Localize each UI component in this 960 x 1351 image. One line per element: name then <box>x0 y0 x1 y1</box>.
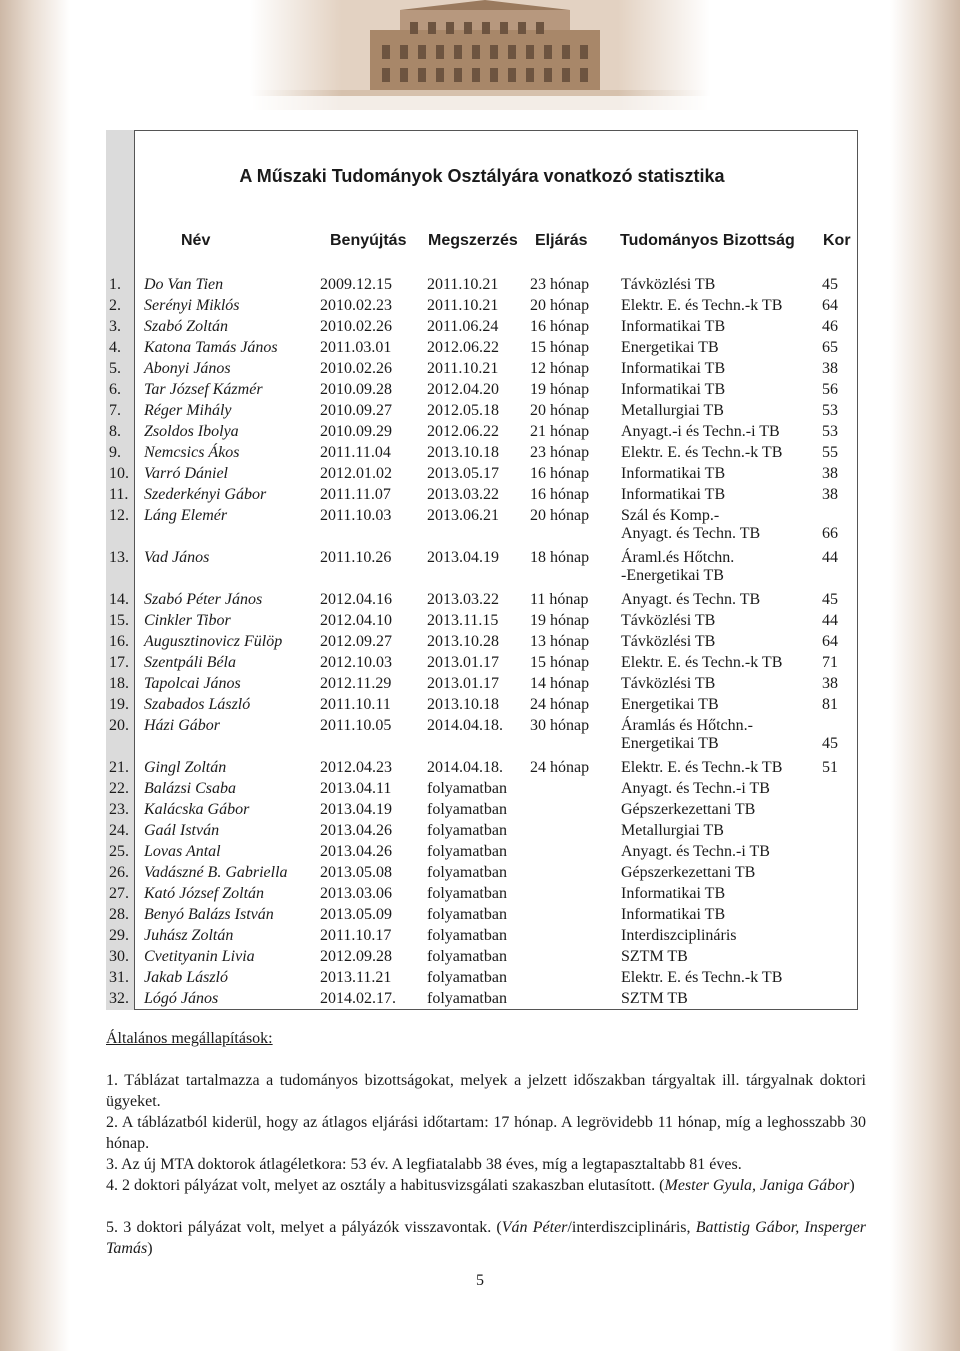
cell-procedure: 14 hónap <box>530 675 590 692</box>
cell-submitted: 2014.02.17. <box>320 990 396 1007</box>
cell-procedure: 24 hónap <box>530 696 590 713</box>
cell-submitted: 2009.12.15 <box>320 276 392 293</box>
cell-committee: Anyagt. és Techn.-i TB <box>621 843 770 860</box>
cell-committee: Távközlési TB <box>621 276 716 293</box>
cell-num: 13. <box>109 549 129 566</box>
cell-name: Nemcsics Ákos <box>144 444 240 461</box>
table-row <box>0 442 960 463</box>
table-row <box>0 925 960 946</box>
table-row <box>0 589 960 610</box>
cell-procedure: 15 hónap <box>530 339 590 356</box>
cell-age: 64 <box>822 297 838 314</box>
cell-acquired: 2013.03.22 <box>427 591 499 608</box>
table-row <box>0 421 960 442</box>
cell-name: Szabados László <box>144 696 251 713</box>
cell-name: Kalácska Gábor <box>144 801 250 818</box>
cell-name: Szabó Zoltán <box>144 318 229 335</box>
row-12-age: 66 <box>822 525 838 542</box>
cell-acquired: 2013.06.21 <box>427 507 499 524</box>
cell-submitted: 2012.09.27 <box>320 633 392 650</box>
cell-committee: Energetikai TB <box>621 339 719 356</box>
note-5-field: /interdiszciplináris, <box>567 1219 696 1236</box>
cell-age: 38 <box>822 465 838 482</box>
cell-submitted: 2013.04.19 <box>320 801 392 818</box>
cell-name: Serényi Miklós <box>144 297 240 314</box>
table-row <box>0 484 960 505</box>
table-row <box>0 463 960 484</box>
building-illustration <box>250 0 710 110</box>
page-title: A Műszaki Tudományok Osztályára vonatkozó statisztika <box>239 166 725 186</box>
cell-name: Gaál István <box>144 822 220 839</box>
cell-committee: Anyagt. és Techn.-i TB <box>621 780 770 797</box>
cell-procedure: 16 hónap <box>530 318 590 335</box>
cell-name: Házi Gábor <box>144 717 221 734</box>
cell-submitted: 2011.03.01 <box>320 339 392 356</box>
cell-age: 38 <box>822 360 838 377</box>
cell-acquired: folyamatban <box>427 885 507 902</box>
table-row <box>0 694 960 715</box>
table-row <box>0 316 960 337</box>
cell-name: Gingl Zoltán <box>144 759 227 776</box>
cell-name: Zsoldos Ibolya <box>144 423 239 440</box>
cell-submitted: 2011.11.07 <box>320 486 391 503</box>
cell-committee: Elektr. E. és Techn.-k TB <box>621 297 783 314</box>
cell-submitted: 2011.10.11 <box>320 696 391 713</box>
table-row <box>0 400 960 421</box>
cell-submitted: 2010.09.27 <box>320 402 392 419</box>
cell-num: 16. <box>109 633 129 650</box>
cell-procedure: 23 hónap <box>530 276 590 293</box>
cell-acquired: 2012.06.22 <box>427 423 499 440</box>
note-4-text: 4. 2 doktori pályázat volt, melyet az osztály a habitusvizsgálati szakaszban elutasított. ( <box>106 1177 665 1194</box>
cell-acquired: 2013.11.15 <box>427 612 499 629</box>
cell-submitted: 2013.04.26 <box>320 843 392 860</box>
cell-num: 20. <box>109 717 129 734</box>
cell-num: 8. <box>109 423 121 440</box>
cell-age: 64 <box>822 633 838 650</box>
cell-age: 46 <box>822 318 838 335</box>
cell-name: Benyó Balázs István <box>144 906 274 923</box>
cell-name: Láng Elemér <box>144 507 228 524</box>
cell-procedure: 15 hónap <box>530 654 590 671</box>
cell-acquired: folyamatban <box>427 906 507 923</box>
cell-submitted: 2011.10.26 <box>320 549 392 566</box>
cell-procedure: 20 hónap <box>530 507 590 524</box>
cell-num: 25. <box>109 843 129 860</box>
table-row <box>0 799 960 820</box>
cell-procedure: 23 hónap <box>530 444 590 461</box>
cell-submitted: 2013.04.11 <box>320 780 392 797</box>
cell-procedure: 16 hónap <box>530 465 590 482</box>
table-row <box>0 862 960 883</box>
cell-committee: Metallurgiai TB <box>621 822 724 839</box>
cell-name: Lógó János <box>144 990 219 1007</box>
note-5-name-1: Ván Péter <box>501 1219 568 1236</box>
cell-committee: Informatikai TB <box>621 885 726 902</box>
cell-name: Cvetityanin Livia <box>144 948 255 965</box>
table-row <box>0 652 960 673</box>
cell-age: 53 <box>822 402 838 419</box>
cell-procedure: 20 hónap <box>530 297 590 314</box>
cell-age: 53 <box>822 423 838 440</box>
column-header-procedure: Eljárás <box>535 232 588 249</box>
cell-name: Vad János <box>144 549 210 566</box>
table-row <box>0 631 960 652</box>
cell-num: 26. <box>109 864 129 881</box>
cell-committee: Informatikai TB <box>621 318 726 335</box>
cell-age: 71 <box>822 654 838 671</box>
cell-procedure: 13 hónap <box>530 633 590 650</box>
cell-num: 28. <box>109 906 129 923</box>
note-4 <box>106 1175 866 1196</box>
cell-num: 10. <box>109 465 129 482</box>
cell-acquired: 2012.05.18 <box>427 402 499 419</box>
cell-submitted: 2011.10.03 <box>320 507 392 524</box>
cell-age: 44 <box>822 549 838 566</box>
cell-committee: Energetikai TB <box>621 696 719 713</box>
cell-acquired: 2011.10.21 <box>427 360 499 377</box>
cell-submitted: 2013.03.06 <box>320 885 392 902</box>
table-row <box>0 967 960 988</box>
cell-acquired: 2013.03.22 <box>427 486 499 503</box>
cell-name: Réger Mihály <box>144 402 232 419</box>
general-findings-heading: Általános megállapítások: <box>106 1030 273 1047</box>
cell-committee: Távközlési TB <box>621 612 716 629</box>
cell-name: Katona Tamás János <box>144 339 278 356</box>
cell-name: Tar József Kázmér <box>144 381 263 398</box>
cell-submitted: 2013.11.21 <box>320 969 392 986</box>
cell-num: 2. <box>109 297 121 314</box>
cell-age: 81 <box>822 696 838 713</box>
table-row <box>0 841 960 862</box>
table-row <box>0 946 960 967</box>
note-3: 3. Az új MTA doktorok átlagéletkora: 53 év. A legfiatalabb 38 éves, míg a legtapasztaltabb 81 éves. <box>106 1156 742 1173</box>
cell-procedure: 19 hónap <box>530 381 590 398</box>
row-20-committee-cont: Energetikai TB <box>621 735 719 752</box>
row-20-age: 45 <box>822 735 838 752</box>
cell-committee: Anyagt. és Techn. TB <box>621 591 761 608</box>
cell-num: 32. <box>109 990 129 1007</box>
row-13-committee-cont: -Energetikai TB <box>621 567 724 584</box>
cell-age: 44 <box>822 612 838 629</box>
cell-submitted: 2010.02.23 <box>320 297 392 314</box>
cell-committee: Távközlési TB <box>621 675 716 692</box>
cell-acquired: 2013.10.28 <box>427 633 499 650</box>
cell-acquired: 2012.04.20 <box>427 381 499 398</box>
column-header-name: Név <box>181 232 211 249</box>
cell-acquired: 2011.10.21 <box>427 297 499 314</box>
table-row <box>0 358 960 379</box>
cell-committee: Anyagt.-i és Techn.-i TB <box>621 423 780 440</box>
table-row <box>0 295 960 316</box>
cell-procedure: 24 hónap <box>530 759 590 776</box>
cell-name: Jakab László <box>144 969 228 986</box>
cell-age: 38 <box>822 675 838 692</box>
table-row <box>0 820 960 841</box>
cell-num: 31. <box>109 969 129 986</box>
cell-num: 9. <box>109 444 121 461</box>
cell-num: 19. <box>109 696 129 713</box>
cell-num: 1. <box>109 276 121 293</box>
cell-age: 51 <box>822 759 838 776</box>
cell-acquired: folyamatban <box>427 948 507 965</box>
cell-procedure: 11 hónap <box>530 591 589 608</box>
cell-acquired: 2013.01.17 <box>427 675 499 692</box>
cell-acquired: 2014.04.18. <box>427 759 503 776</box>
cell-num: 4. <box>109 339 121 356</box>
note-4-names: Mester Gyula, Janiga Gábor <box>664 1177 850 1194</box>
cell-committee: Informatikai TB <box>621 465 726 482</box>
table-row <box>0 757 960 778</box>
cell-submitted: 2010.02.26 <box>320 360 392 377</box>
cell-committee: Informatikai TB <box>621 381 726 398</box>
cell-name: Balázsi Csaba <box>144 780 237 797</box>
cell-committee: Szál és Komp.- <box>621 507 720 524</box>
cell-submitted: 2011.10.05 <box>320 717 392 734</box>
table-row <box>0 274 960 295</box>
note-1: 1. Táblázat tartalmazza a tudományos bizottságokat, melyek a jelzett időszakban tárgyaltak ill. tárgyalnak doktori ügyeket. <box>106 1072 866 1110</box>
cell-procedure: 21 hónap <box>530 423 590 440</box>
cell-name: Vadászné B. Gabriella <box>144 864 288 881</box>
cell-procedure: 20 hónap <box>530 402 590 419</box>
cell-name: Tapolcai János <box>144 675 241 692</box>
column-header-submitted: Benyújtás <box>330 232 407 249</box>
table-row <box>0 778 960 799</box>
cell-num: 22. <box>109 780 129 797</box>
cell-committee: SZTM TB <box>621 990 688 1007</box>
cell-acquired: 2013.04.19 <box>427 549 499 566</box>
cell-procedure: 30 hónap <box>530 717 590 734</box>
cell-acquired: folyamatban <box>427 864 507 881</box>
table-row <box>0 379 960 400</box>
cell-num: 3. <box>109 318 121 335</box>
cell-acquired: 2013.05.17 <box>427 465 499 482</box>
cell-procedure: 16 hónap <box>530 486 590 503</box>
cell-committee: Áraml.és Hőtchn. <box>621 549 735 566</box>
table-row <box>0 610 960 631</box>
cell-submitted: 2010.09.28 <box>320 381 392 398</box>
cell-acquired: 2011.06.24 <box>427 318 499 335</box>
cell-submitted: 2012.04.23 <box>320 759 392 776</box>
cell-num: 30. <box>109 948 129 965</box>
cell-committee: Metallurgiai TB <box>621 402 724 419</box>
column-header-committee: Tudományos Bizottság <box>620 232 795 249</box>
cell-committee: Interdiszciplináris <box>621 927 737 944</box>
table-row <box>0 715 960 736</box>
note-5-names-2: Battistig Gábor, Insperger Tamás <box>106 1219 867 1257</box>
cell-committee: Informatikai TB <box>621 906 726 923</box>
cell-acquired: 2011.10.21 <box>427 276 499 293</box>
cell-acquired: folyamatban <box>427 927 507 944</box>
cell-num: 27. <box>109 885 129 902</box>
cell-procedure: 12 hónap <box>530 360 590 377</box>
row-12-committee-cont: Anyagt. és Techn. TB <box>621 525 761 542</box>
cell-acquired: 2014.04.18. <box>427 717 503 734</box>
table-row <box>0 883 960 904</box>
cell-name: Lovas Antal <box>144 843 221 860</box>
cell-committee: Távközlési TB <box>621 633 716 650</box>
cell-committee: Elektr. E. és Techn.-k TB <box>621 444 783 461</box>
cell-num: 21. <box>109 759 129 776</box>
column-header-age: Kor <box>823 232 851 249</box>
note-5-close: ) <box>147 1240 153 1257</box>
cell-name: Kató József Zoltán <box>144 885 265 902</box>
cell-age: 45 <box>822 591 838 608</box>
cell-committee: Elektr. E. és Techn.-k TB <box>621 654 783 671</box>
cell-committee: Gépszerkezettani TB <box>621 864 756 881</box>
cell-acquired: folyamatban <box>427 780 507 797</box>
cell-age: 45 <box>822 276 838 293</box>
note-4-close: ) <box>849 1177 855 1194</box>
cell-name: Do Van Tien <box>144 276 224 293</box>
cell-num: 15. <box>109 612 129 629</box>
cell-name: Abonyi János <box>144 360 231 377</box>
table-row <box>0 547 960 568</box>
cell-submitted: 2012.09.28 <box>320 948 392 965</box>
cell-num: 24. <box>109 822 129 839</box>
cell-submitted: 2013.04.26 <box>320 822 392 839</box>
cell-num: 12. <box>109 507 129 524</box>
cell-num: 6. <box>109 381 121 398</box>
cell-name: Varró Dániel <box>144 465 228 482</box>
cell-num: 5. <box>109 360 121 377</box>
cell-committee: Informatikai TB <box>621 486 726 503</box>
cell-name: Szentpáli Béla <box>144 654 236 671</box>
cell-submitted: 2012.01.02 <box>320 465 392 482</box>
cell-acquired: 2013.10.18 <box>427 444 499 461</box>
cell-submitted: 2010.02.26 <box>320 318 392 335</box>
cell-num: 14. <box>109 591 129 608</box>
cell-submitted: 2013.05.08 <box>320 864 392 881</box>
cell-committee: Informatikai TB <box>621 360 726 377</box>
table-row <box>0 505 960 526</box>
cell-submitted: 2012.10.03 <box>320 654 392 671</box>
cell-procedure: 18 hónap <box>530 549 590 566</box>
cell-committee: Gépszerkezettani TB <box>621 801 756 818</box>
cell-committee: Elektr. E. és Techn.-k TB <box>621 759 783 776</box>
note-5-text: 5. 3 doktori pályázat volt, melyet a pályázók visszavontak. ( <box>106 1219 502 1236</box>
cell-acquired: folyamatban <box>427 843 507 860</box>
note-2: 2. A táblázatból kiderül, hogy az átlagos eljárási időtartam: 17 hónap. A legrövidebb 11 hónap, míg a leghosszabb 30 hónap. <box>106 1114 866 1152</box>
cell-submitted: 2012.04.16 <box>320 591 392 608</box>
cell-name: Szabó Péter János <box>144 591 263 608</box>
cell-submitted: 2013.05.09 <box>320 906 392 923</box>
cell-name: Juhász Zoltán <box>144 927 234 944</box>
cell-acquired: 2012.06.22 <box>427 339 499 356</box>
cell-age: 55 <box>822 444 838 461</box>
cell-acquired: folyamatban <box>427 822 507 839</box>
cell-submitted: 2012.04.10 <box>320 612 392 629</box>
cell-name: Szederkényi Gábor <box>144 486 267 503</box>
cell-num: 17. <box>109 654 129 671</box>
cell-submitted: 2010.09.29 <box>320 423 392 440</box>
table-row <box>0 337 960 358</box>
cell-name: Augusztinovicz Fülöp <box>144 633 283 650</box>
cell-age: 65 <box>822 339 838 356</box>
cell-age: 38 <box>822 486 838 503</box>
cell-procedure: 19 hónap <box>530 612 590 629</box>
cell-committee: SZTM TB <box>621 948 688 965</box>
cell-acquired: folyamatban <box>427 990 507 1007</box>
cell-num: 29. <box>109 927 129 944</box>
cell-num: 11. <box>109 486 129 503</box>
page-number: 5 <box>476 1272 484 1289</box>
table-row <box>0 904 960 925</box>
cell-acquired: folyamatban <box>427 969 507 986</box>
cell-age: 56 <box>822 381 838 398</box>
column-header-acquired: Megszerzés <box>428 232 518 249</box>
cell-num: 23. <box>109 801 129 818</box>
cell-committee: Elektr. E. és Techn.-k TB <box>621 969 783 986</box>
table-row <box>0 988 960 1009</box>
cell-num: 7. <box>109 402 121 419</box>
cell-name: Cinkler Tibor <box>144 612 231 629</box>
cell-submitted: 2011.11.04 <box>320 444 391 461</box>
cell-committee: Áramlás és Hőtchn.- <box>621 717 753 734</box>
cell-submitted: 2012.11.29 <box>320 675 392 692</box>
cell-num: 18. <box>109 675 129 692</box>
cell-acquired: 2013.01.17 <box>427 654 499 671</box>
note-5 <box>106 1217 866 1259</box>
table-row <box>0 673 960 694</box>
cell-acquired: 2013.10.18 <box>427 696 499 713</box>
cell-submitted: 2011.10.17 <box>320 927 392 944</box>
cell-acquired: folyamatban <box>427 801 507 818</box>
